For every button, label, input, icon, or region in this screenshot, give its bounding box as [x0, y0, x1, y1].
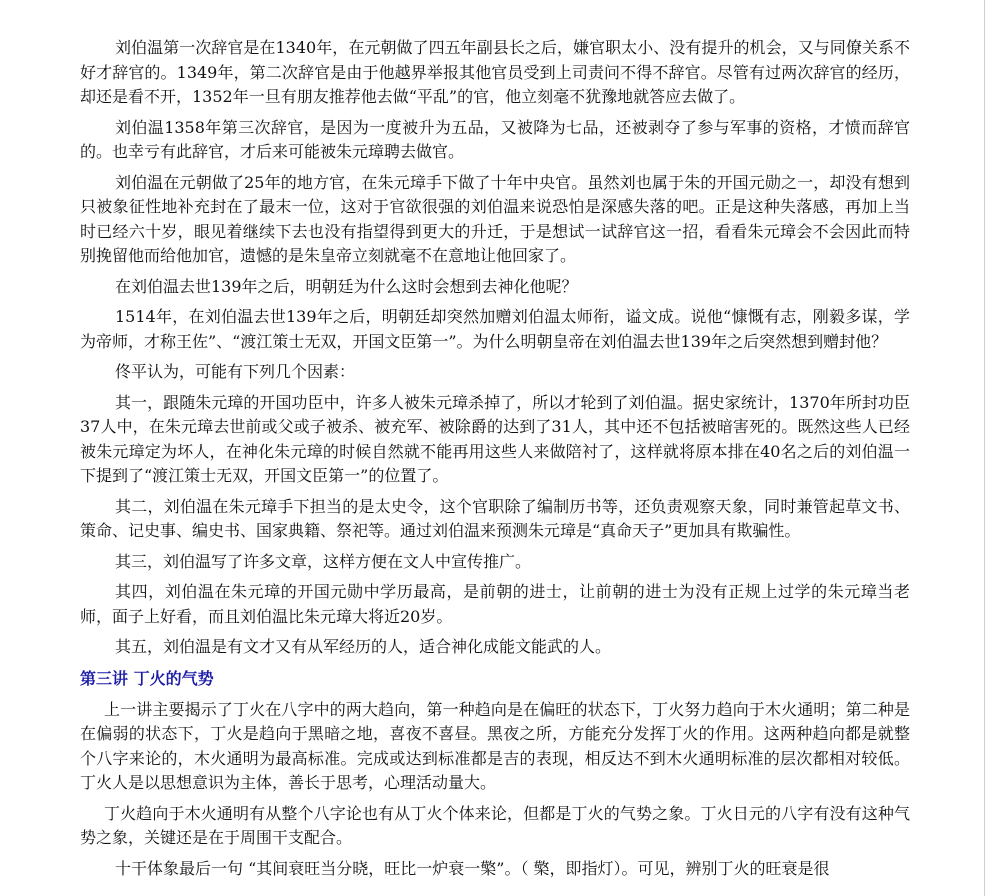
- paragraph-first-resignation: 刘伯温第一次辞官是在1340年，在元朝做了四五年副县长之后，嫌官职太小、没有提升的机会，又与同僚关系不好才辞官的。1349年，第二次辞官是由于他越界举报其他官员受到上司责问不得不辞官。尽管有过两次辞官的经历，却还是看不开，1352年一旦有朋友推荐他去做“平乱”的官，他立刻毫不犹豫地就答应去做了。: [80, 38, 910, 106]
- paragraph-third-resignation: 刘伯温1358年第三次辞官，是因为一度被升为五品，又被降为七品，还被剥夺了参与军事的资格，才愤而辞官的。也幸亏有此辞官，才后来可能被朱元璋聘去做官。: [80, 117, 910, 161]
- paragraph-factor-five: 其五，刘伯温是有文才又有从军经历的人，适合神化成能文能武的人。: [115, 637, 612, 656]
- page-edge-rule: [984, 0, 985, 896]
- paragraph-factor-two: 其二，刘伯温在朱元璋手下担当的是太史令，这个官职除了编制历书等，还负责观察天象，同时兼管起草文书、策命、记史事、编史书、国家典籍、祭祀等。通过刘伯温来预测朱元璋是“真命天子”更加具有欺骗性。: [80, 496, 910, 540]
- paragraph-two-tendencies: 上一讲主要揭示了丁火在八字中的两大趋向，第一种趋向是在偏旺的状态下，丁火努力趋向于木火通明；第二种是在偏弱的状态下，丁火是趋向于黑暗之地，喜夜不喜昼。黑夜之所，方能充分发挥丁火的作用。这两种趋向都是就整个八字来论的，木火通明为最高标准。完成或达到标准都是吉的表现，相反达不到木火通明标准的层次都相对较低。丁火人是以思想意识为主体，善长于思考，心理活动量大。: [80, 699, 910, 792]
- paragraph-cut-off: 十干体象最后一句 “其间衰旺当分晓，旺比一炉衰一檠”。（ 檠，即指灯）。可见，辨别丁火的旺衰是很: [115, 858, 830, 878]
- paragraph-factor-three: 其三，刘伯温写了许多文章，这样方便在文人中宣传推广。: [115, 551, 532, 571]
- paragraph-official-career: 刘伯温在元朝做了25年的地方官，在朱元璋手下做了十年中央官。虽然刘也属于朱的开国元勋之一，却没有想到只被象征性地补充封在了最末一位，这对于官欲很强的刘伯温来说恐怕是深感失落的吧。正是这种失落感，再加上当时已经六十岁，眼见着继续下去也没有指望得到更大的升迁，于是想试一试辞官这一招，看看朱元璋会不会因此而特别挽留他而给他加官，遗憾的是朱皇帝立刻就毫不在意地让他回家了。: [80, 172, 910, 265]
- paragraph-factor-one: 其一，跟随朱元璋的开国功臣中，许多人被朱元璋杀掉了，所以才轮到了刘伯温。据史家统计，1370年所封功臣37人中，在朱元璋去世前或父或子被杀、被充军、被除爵的达到了31人，其中还不包括被暗害死的。既然这些人已经被朱元璋定为坏人，在神化朱元璋的时候自然就不能再用这些人来做陪衬了，这样就将原本排在40名之后的刘伯温一下提到了“渡江策士无双，开国文臣第一”的位置了。: [80, 392, 910, 485]
- paragraph-posthumous-honor: 1514年，在刘伯温去世139年之后，明朝廷却突然加赠刘伯温太师衔，谥文成。说他“慷慨有志，刚毅多谋，学为帝师，才称王佐”、“渡江策士无双，开国文臣第一”。为什么明朝皇帝在刘伯温去世139年之后突然想到赠封他？: [80, 307, 910, 351]
- paragraph-momentum: 丁火趋向于木火通明有从整个八字论也有从丁火个体来论，但都是丁火的气势之象。丁火日元的八字有没有这种气势之象，关键还是在于周围干支配合。: [80, 803, 910, 847]
- paragraph-factor-four: 其四，刘伯温在朱元璋的开国元勋中学历最高，是前朝的进士，让前朝的进士为没有正规上过学的朱元璋当老师，面子上好看，而且刘伯温比朱元璋大将近20岁。: [80, 582, 910, 626]
- document-page: [80, 36, 910, 881]
- paragraph-factors-intro: 佟平认为，可能有下列几个因素：: [115, 362, 356, 381]
- section-heading: 第三讲 丁火的气势: [80, 668, 214, 688]
- paragraph-question-deification: 在刘伯温去世139年之后，明朝廷为什么这时会想到去神化他呢？: [115, 276, 578, 296]
